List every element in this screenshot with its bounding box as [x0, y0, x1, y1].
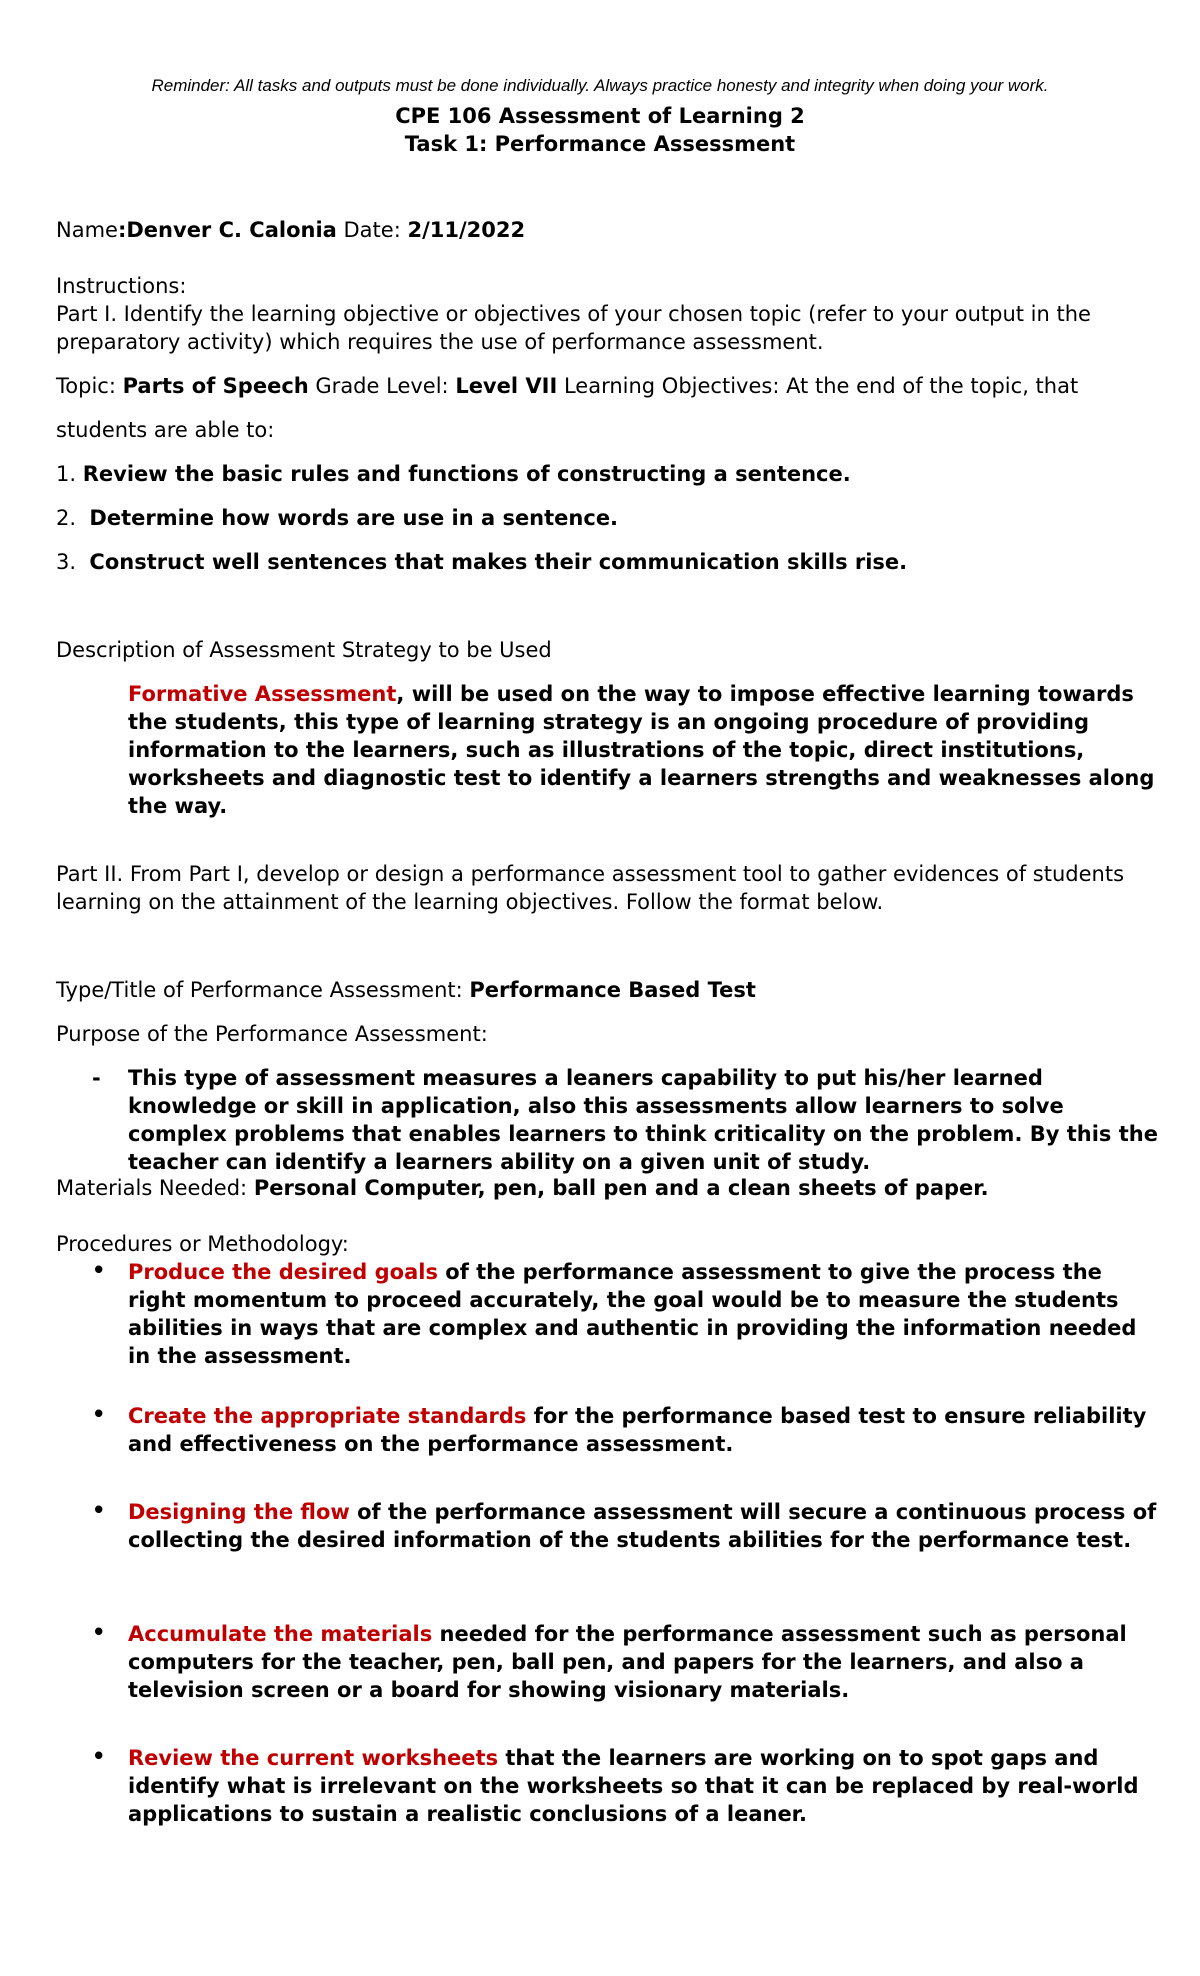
part2-instructions: Part II. From Part I, develop or design a performance assessment tool to gather evidences of students learning on the attainment of the learning objectives. Follow the format below.: [56, 862, 1125, 914]
topic-line: [56, 374, 1078, 398]
procedure-text: needed for the performance assessment such as personal computers for the teacher, pen, ball pen, and papers for the learners, and also a television screen or a board for showing visionary materials.: [128, 1622, 1127, 1702]
type-value: Performance Based Test: [469, 978, 756, 1002]
topic-label: Topic:: [56, 374, 116, 398]
procedure-highlight: Designing the flow: [128, 1500, 350, 1524]
instructions-label: Instructions:: [56, 274, 187, 298]
procedure-highlight: Produce the desired goals: [128, 1260, 438, 1284]
type-line: [56, 978, 756, 1002]
name-date-line: [56, 218, 525, 242]
strategy-highlight: Formative Assessment: [128, 682, 397, 706]
objectives-label: Learning Objectives: At the end of the topic, that: [563, 374, 1079, 398]
bullet-marker: •: [92, 1744, 106, 1768]
objective-number: 2.: [56, 506, 77, 530]
procedure-item: [128, 1744, 1158, 1828]
purpose-dash-marker: -: [92, 1066, 101, 1090]
objective-text: Review the basic rules and functions of constructing a sentence.: [82, 462, 851, 486]
part1-instructions: Part I. Identify the learning objective or objectives of your chosen topic (refer to your output in the preparatory activity) which requires the use of performance assessment.: [56, 302, 1091, 354]
objective-item: [56, 506, 618, 530]
procedure-text: that the learners are working on to spot gaps and identify what is irrelevant on the worksheets so that it can be replaced by real-world applications to sustain a realistic conclusions of a leaner.: [128, 1746, 1139, 1826]
procedure-text: for the performance based test to ensure reliability and effectiveness on the performance assessment.: [128, 1404, 1147, 1456]
materials-line: [56, 1176, 989, 1200]
bullet-marker: •: [92, 1402, 106, 1426]
grade-label: Grade Level:: [315, 374, 449, 398]
procedure-text: of the performance assessment to give the process the right momentum to proceed accurately, the goal would be to measure the students abilities in ways that are complex and authentic in providing the information needed in the assessment.: [128, 1260, 1137, 1368]
procedures-label: Procedures or Methodology:: [56, 1232, 349, 1256]
materials-label: Materials Needed:: [56, 1176, 248, 1200]
type-label: Type/Title of Performance Assessment:: [56, 978, 463, 1002]
date-label: Date:: [343, 218, 401, 242]
objective-text: Construct well sentences that makes their communication skills rise.: [89, 550, 908, 574]
name-value: Denver C. Calonia: [126, 218, 337, 242]
objective-item: [56, 550, 907, 574]
bullet-marker: •: [92, 1498, 106, 1522]
objective-item: [56, 462, 851, 486]
strategy-text: , will be used on the way to impose effective learning towards the students, this type of learning strategy is an ongoing procedure of providing information to the learners, such as illustrations of the topic, direct institutions, worksheets and diagnostic test to identify a learners strengths and weaknesses along the way.: [128, 682, 1155, 818]
procedure-highlight: Create the appropriate standards: [128, 1404, 527, 1428]
purpose-text: This type of assessment measures a leaners capability to put his/her learned knowledge or skill in application, also this assessments allow learners to solve complex problems that enables learners to think criticality on the problem. By this the teacher can identify a learners ability on a given unit of study.: [128, 1066, 1158, 1174]
course-title: CPE 106 Assessment of Learning 2: [395, 104, 805, 128]
name-label: Name: [56, 218, 118, 242]
task-title: Task 1: Performance Assessment: [404, 132, 796, 156]
strategy-label: Description of Assessment Strategy to be Used: [56, 638, 552, 662]
grade-value: Level VII: [455, 374, 558, 398]
bullet-marker: •: [92, 1258, 106, 1282]
objectives-continuation: students are able to:: [56, 418, 275, 442]
objective-number: 1.: [56, 462, 77, 486]
procedure-item: [128, 1402, 1158, 1458]
objective-text: Determine how words are use in a sentence.: [89, 506, 619, 530]
materials-value: Personal Computer, pen, ball pen and a clean sheets of paper.: [253, 1176, 989, 1200]
topic-value: Parts of Speech: [122, 374, 309, 398]
strategy-description: [128, 680, 1158, 820]
bullet-marker: •: [92, 1620, 106, 1644]
objective-number: 3.: [56, 550, 77, 574]
procedure-highlight: Accumulate the materials: [128, 1622, 433, 1646]
procedure-item: [128, 1620, 1158, 1704]
procedure-item: [128, 1258, 1158, 1370]
name-colon: :: [117, 218, 127, 242]
procedure-item: [128, 1498, 1158, 1554]
reminder-note: Reminder: All tasks and outputs must be done individually. Always practice honesty and integrity when doing your work.: [151, 76, 1049, 95]
purpose-label: Purpose of the Performance Assessment:: [56, 1022, 488, 1046]
procedure-highlight: Review the current worksheets: [128, 1746, 499, 1770]
date-value: 2/11/2022: [407, 218, 526, 242]
procedure-text: of the performance assessment will secure a continuous process of collecting the desired information of the students abilities for the performance test.: [128, 1500, 1157, 1552]
